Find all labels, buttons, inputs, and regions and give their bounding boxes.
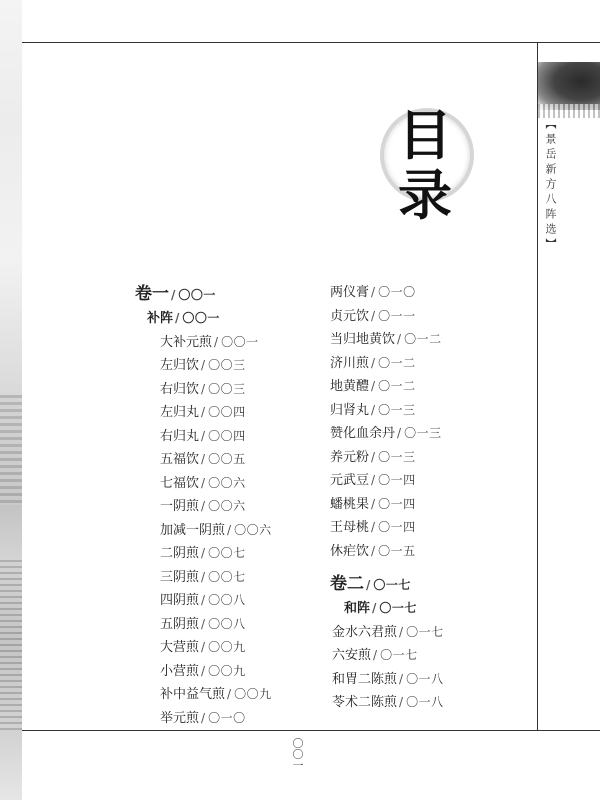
toc-entry-title: 左归丸 [160,405,200,420]
toc-entry-title: 当归地黄饮 [330,332,396,347]
toc-separator: / [371,520,376,534]
toc-separator: / [371,379,376,393]
toc-separator: / [372,601,377,615]
toc-page-number: 〇一〇 [378,285,416,299]
toc-entry-title: 补阵 [147,311,174,326]
toc-item-entry[interactable] [330,305,444,329]
toc-item-entry[interactable] [330,422,444,446]
top-rule [22,42,600,43]
toc-entry-title: 一阴煎 [160,499,200,514]
toc-page-number: 〇一二 [404,332,442,346]
toc-separator: / [397,332,402,346]
toc-entry-title: 两仪膏 [330,285,370,300]
toc-item-entry[interactable] [330,375,444,399]
running-header: 【景岳新方八阵选】 [544,118,557,253]
toc-separator: / [201,616,206,631]
toc-page-number: 〇一二 [378,355,416,370]
page-title-char: 录 [398,163,452,227]
toc-page-number: 〇一三 [378,402,416,417]
toc-item-entry[interactable] [330,668,444,692]
toc-entry-title: 苓术二陈煎 [332,695,398,710]
toc-entry-title: 大营煎 [160,640,200,655]
toc-separator: / [371,449,376,464]
toc-separator: / [201,499,206,513]
toc-separator: / [201,428,206,443]
toc-page-number: 〇一七 [380,648,418,662]
toc-separator: / [201,710,206,725]
toc-separator: / [399,671,404,686]
toc-page-number: 〇〇一 [178,288,216,302]
toc-item-entry[interactable] [135,707,272,731]
toc-separator: / [201,405,206,419]
toc-entry-title: 和阵 [344,601,371,616]
toc-separator: / [366,578,371,592]
page-number-digit: 〇 [292,748,304,761]
ink-wash-left-strip [0,0,22,800]
toc-section-entry[interactable] [330,597,444,621]
bottom-rule [22,730,600,731]
toc-page-number: 〇一八 [406,671,444,686]
toc-entry-title: 五阴煎 [160,616,200,632]
toc-page-number: 〇一〇 [208,710,246,725]
toc-separator: / [399,695,404,709]
toc-entry-title: 归肾丸 [330,402,370,418]
toc-entry-title: 三阴煎 [160,569,200,585]
toc-separator: / [371,402,376,417]
toc-page-number: 〇〇九 [234,687,272,701]
toc-entry-title: 蟠桃果 [330,496,370,512]
toc-page-number: 〇一七 [406,624,444,639]
toc-entry-title: 卷二 [330,574,364,594]
toc-page-number: 〇一三 [404,426,442,440]
toc-entry-title: 济川煎 [330,355,370,371]
toc-page-number: 〇一七 [373,578,411,592]
toc-page-number: 〇〇三 [208,381,246,396]
toc-entry-title: 六安煎 [332,648,372,663]
toc-item-entry[interactable] [330,691,444,715]
toc-separator: / [214,334,219,349]
toc-entry-title: 地黄醴 [330,379,370,394]
toc-item-entry[interactable] [135,542,272,566]
toc-separator: / [399,624,404,639]
toc-item-entry[interactable] [135,683,272,707]
toc-entry-title: 小营煎 [160,663,200,679]
toc-entry-title: 大补元煎 [160,334,213,350]
toc-entry-title: 左归饮 [160,358,200,373]
toc-separator: / [201,358,206,372]
toc-separator: / [371,355,376,370]
toc-page-number: 〇〇六 [208,499,246,513]
toc-item-entry[interactable] [135,636,272,660]
toc-entry-title: 金水六君煎 [332,624,398,640]
toc-separator: / [371,285,376,299]
toc-entry-title: 元武豆 [330,473,370,488]
toc-separator: / [201,546,206,560]
toc-page-number: 〇〇七 [208,546,246,560]
toc-item-entry[interactable] [330,281,444,305]
toc-item-entry[interactable] [330,352,444,376]
toc-volume-entry[interactable] [330,571,444,597]
ink-wash-texture [0,395,22,505]
toc-column-right [330,281,444,715]
toc-separator: / [371,473,376,487]
toc-item-entry[interactable] [135,495,272,519]
toc-item-entry[interactable] [135,401,272,425]
toc-page-number: 〇〇八 [208,593,246,607]
toc-page-number: 〇一五 [378,543,416,558]
toc-separator: / [227,522,232,537]
toc-entry-title: 休疟饮 [330,543,370,559]
toc-entry-title: 养元粉 [330,449,370,465]
toc-page-number: 〇一二 [378,379,416,393]
toc-page-number: 〇一三 [378,449,416,464]
toc-item-entry[interactable] [135,660,272,684]
toc-separator: / [371,543,376,558]
toc-item-entry[interactable] [135,472,272,496]
toc-item-entry[interactable] [330,446,444,470]
toc-separator: / [201,569,206,584]
toc-page-number: 〇〇一 [182,311,220,325]
toc-item-entry[interactable] [135,589,272,613]
toc-separator: / [371,496,376,511]
toc-item-entry[interactable] [135,425,272,449]
toc-entry-title: 贞元饮 [330,308,370,324]
toc-volume-entry[interactable] [135,281,272,307]
toc-separator: / [373,648,378,662]
toc-entry-title: 和胃二陈煎 [332,671,398,687]
toc-item-entry[interactable] [330,399,444,423]
toc-item-entry[interactable] [135,613,272,637]
toc-page-number: 〇〇一 [221,334,259,349]
toc-entry-title: 举元煎 [160,710,200,726]
toc-page-number: 〇一八 [406,695,444,709]
toc-entry-title: 补中益气煎 [160,687,226,702]
toc-item-entry[interactable] [135,448,272,472]
ink-brush-decoration [538,62,600,110]
toc-item-entry[interactable] [135,519,272,543]
toc-page-number: 〇〇四 [208,428,246,443]
toc-section-entry[interactable] [135,307,272,331]
toc-item-entry[interactable] [330,540,444,564]
toc-item-entry[interactable] [330,644,444,668]
page-number-digit: 〇 [292,737,304,750]
toc-spacer [330,563,444,571]
toc-page-number: 〇〇四 [208,405,246,419]
toc-item-entry[interactable] [135,331,272,355]
toc-separator: / [371,308,376,323]
toc-page-number: 〇〇五 [208,452,246,466]
toc-page-number: 〇〇七 [208,569,246,584]
toc-separator: / [201,452,206,466]
toc-separator: / [171,288,176,302]
page-number-digit: 一 [292,759,304,772]
toc-entry-title: 右归丸 [160,428,200,444]
toc-separator: / [175,311,180,325]
toc-separator: / [227,687,232,701]
toc-separator: / [201,663,206,678]
toc-separator: / [201,640,206,654]
toc-item-entry[interactable] [330,469,444,493]
toc-page-number: 〇一四 [378,520,416,534]
toc-separator: / [201,381,206,396]
page-title-char: 目 [398,103,452,167]
toc-page-number: 〇一四 [378,473,416,487]
toc-entry-title: 赞化血余丹 [330,426,396,441]
toc-entry-title: 二阴煎 [160,546,200,561]
page-number [290,738,306,771]
toc-separator: / [201,475,206,490]
toc-page-number: 〇〇九 [208,663,246,678]
toc-entry-title: 王母桃 [330,520,370,535]
toc-page-number: 〇〇六 [234,522,272,537]
toc-column-left [135,281,272,730]
toc-page-number: 〇一七 [379,601,417,615]
toc-page-number: 〇一四 [378,496,416,511]
toc-entry-title: 七福饮 [160,475,200,491]
toc-page-number: 〇〇六 [208,475,246,490]
toc-entry-title: 卷一 [135,284,169,304]
toc-item-entry[interactable] [135,354,272,378]
toc-item-entry[interactable] [330,493,444,517]
toc-page-number: 〇一一 [378,308,416,323]
toc-page-number: 〇〇八 [208,616,246,631]
toc-entry-title: 五福饮 [160,452,200,467]
ink-wash-texture [0,560,22,730]
toc-entry-title: 右归饮 [160,381,200,397]
toc-separator: / [201,593,206,607]
toc-entry-title: 加减一阴煎 [160,522,226,538]
toc-item-entry[interactable] [135,566,272,590]
toc-page-number: 〇〇九 [208,640,246,654]
toc-entry-title: 四阴煎 [160,593,200,608]
toc-item-entry[interactable] [330,621,444,645]
toc-page-number: 〇〇三 [208,358,246,372]
toc-item-entry[interactable] [330,516,444,540]
toc-separator: / [397,426,402,440]
toc-item-entry[interactable] [135,378,272,402]
toc-item-entry[interactable] [330,328,444,352]
